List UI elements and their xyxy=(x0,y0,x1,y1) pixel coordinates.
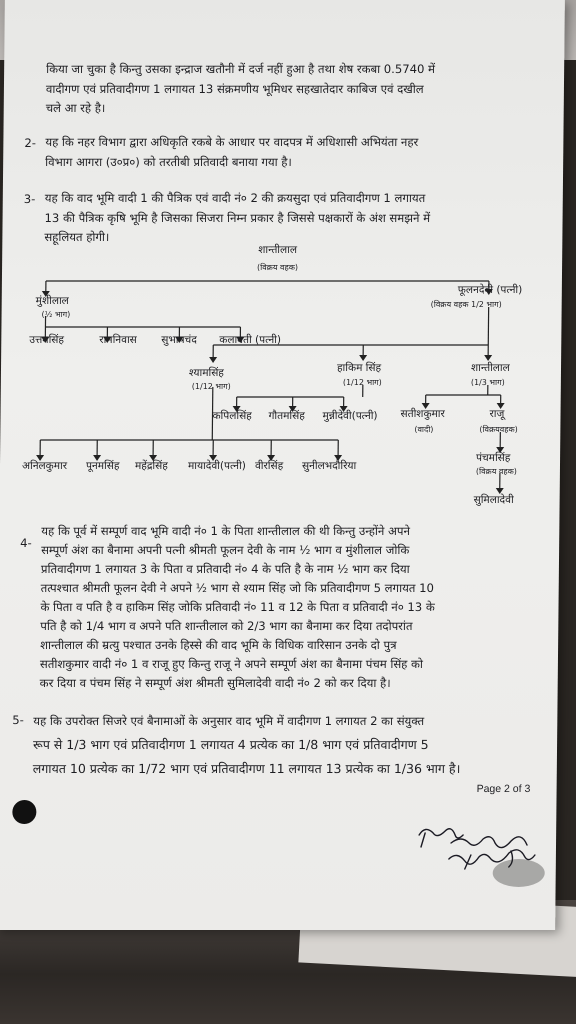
tree-node-child: अनिलकुमार xyxy=(21,460,68,472)
tree-node-pancham: पंचमसिंह xyxy=(476,452,511,464)
tree-node-child: वीरसिंह xyxy=(254,460,284,472)
tree-node-shantilal-son: शान्तीलाल xyxy=(470,362,510,374)
text-line: किया जा चुका है किन्तु उसका इन्द्राज खतौनी में दर्ज नहीं हुआ है तथा शेष रकबा 0.5740 में xyxy=(46,62,436,76)
text-line: शान्तीलाल की म्रत्यु पश्चात उनके हिस्से की वाद भूमि के विधिक वारिसान उनके दो पुत्र xyxy=(40,638,397,652)
tree-node-child: मुन्नीदेवी(पत्नी) xyxy=(322,410,378,422)
tree-node-child: उत्तमसिंह xyxy=(29,334,65,346)
paragraph-number: 3- xyxy=(23,192,36,206)
ink-blot xyxy=(12,800,36,824)
text-line: सहूलियत होगी। xyxy=(44,230,110,244)
tree-node-child: सुभाषचंद xyxy=(161,334,197,346)
text-line: के पिता व पति है व हाकिम सिंह जोकि प्रतिवादी नं० 11 व 12 के पिता व प्रतिवादी नं० 13 के xyxy=(40,600,435,614)
page-number: Page 2 of 3 xyxy=(476,783,531,795)
tree-node-phulandevi: फूलनदेवी (पत्नी) xyxy=(457,284,523,296)
tree-node-child: पूनमसिंह xyxy=(85,460,120,472)
text-line: सतीशकुमार वादी नं० 1 व राजू हुए किन्तु राजू ने अपने सम्पूर्ण अंश का बैनामा पंचम सिंह को xyxy=(39,657,424,671)
text-line: 13 की पैत्रिक कृषि भूमि है जिसका सिजरा निम्न प्रकार है जिससे पक्षकारों के अंश समझने में xyxy=(44,210,431,225)
tree-node-hakimsingh-note: (1/12 भाग) xyxy=(342,378,382,387)
text-line: यह कि नहर विभाग द्वारा अधिकृति रकबे के आधार पर वादपत्र में अधिशासी अभियंता नहर xyxy=(45,135,419,149)
tree-node-root: शान्तीलाल xyxy=(258,244,298,256)
tree-node-child: गौतमसिंह xyxy=(268,410,305,422)
tree-node-child: महेंद्रसिंह xyxy=(134,460,168,472)
tree-node-munshilal: मुंशीलाल xyxy=(35,295,69,307)
tree-node-root-note: (विक्रय वहक) xyxy=(257,263,299,272)
text-line: तत्पश्चात श्रीमती फूलन देवी ने अपने ½ भाग से श्याम सिंह जो कि प्रतिवादीगण 5 लगायत 10 xyxy=(40,581,434,595)
text-line: लगायत 10 प्रत्येक का 1/72 भाग एवं प्रतिवादीगण 11 लगायत 13 प्रत्येक का 1/36 भाग है। xyxy=(32,761,461,776)
text-line: चले आ रहे है। xyxy=(45,101,106,115)
text-line: रूप से 1/3 भाग एवं प्रतिवादीगण 1 लगायत 4 प्रत्येक का 1/8 भाग एवं प्रतिवादीगण 5 xyxy=(32,737,429,752)
text-line: यह कि उपरोक्त सिजरे एवं बैनामाओं के अनुसार वाद भूमि में वादीगण 1 लगायत 2 का संयुक्त xyxy=(33,714,425,728)
tree-node-raju-note: (विक्रयवहक) xyxy=(479,425,518,434)
text-line: यह कि वाद भूमि वादी 1 की पैत्रिक एवं वादी नं० 2 की क्रयसुदा एवं प्रतिवादीगण 1 लगायत xyxy=(44,191,426,205)
text-line: सम्पूर्ण अंश का बैनामा अपनी पत्नी श्रीमती फूलन देवी के नाम ½ भाग व मुंशीलाल जोकि xyxy=(41,543,410,557)
paragraph-number: 5- xyxy=(12,713,24,727)
tree-node-child: कपिलसिंह xyxy=(212,410,252,422)
text-line: यह कि पूर्व में सम्पूर्ण वाद भूमि वादी नं० 1 के पिता शान्तीलाल की थी किन्तु उन्होंने अपने xyxy=(41,524,411,538)
tree-node-child: मायादेवी(पत्नी) xyxy=(187,460,246,472)
tree-node-child: रामनिवास xyxy=(99,334,137,346)
tree-node-child: सुनीलभदौरिया xyxy=(301,460,357,472)
tree-node-shyamsingh: श्यामसिंह xyxy=(188,367,224,379)
text-line: पति है को 1/4 भाग व अपने पति शान्तीलाल को 2/3 भाग का बैनामा कर दिया तदोपरांत xyxy=(40,619,413,633)
tree-node-phulandevi-note: (विक्रय वहक 1/2 भाग) xyxy=(430,300,502,309)
family-tree-lines xyxy=(0,0,565,520)
paragraph-number: 2- xyxy=(24,136,37,150)
paragraph-number: 4- xyxy=(20,536,32,550)
text-line: कर दिया व पंचम सिंह ने सम्पूर्ण अंश श्रीमती सुमिलादेवी वादी नं० 2 को कर दिया है। xyxy=(39,676,391,690)
text-line: प्रतिवादीगण 1 लगायत 3 के पिता व प्रतिवादी नं० 4 के पति है के नाम ½ भाग कर दिया xyxy=(40,562,410,576)
tree-node-munshilal-note: (½ भाग) xyxy=(41,310,71,319)
tree-node-hakimsingh: हाकिम सिंह xyxy=(336,362,382,374)
tree-node-raju: राजू xyxy=(489,408,505,420)
tree-node-sumila: सुमिलादेवी xyxy=(473,494,514,506)
tree-node-shyamsingh-note: (1/12 भाग) xyxy=(191,382,231,391)
paragraph-4 xyxy=(40,522,516,693)
tree-node-child: कलावती (पत्नी) xyxy=(219,334,282,346)
signature xyxy=(410,815,551,895)
tree-node-shantilal-son-note: (1/3 भाग) xyxy=(470,378,505,387)
paragraph-5 xyxy=(33,709,518,781)
tree-node-pancham-note: (विक्रय वहक) xyxy=(475,467,517,476)
tree-node-satish: सतीशकुमार xyxy=(400,408,445,420)
text-line: वादीगण एवं प्रतिवादीगण 1 लगायत 13 संक्रमणीय भूमिधर सहखातेदार काबिज एवं दखील xyxy=(45,81,424,96)
text-line: विभाग आगरा (उ०प्र०) को तरतीबी प्रतिवादी बनाया गया है। xyxy=(45,154,292,169)
tree-node-satish-note: (वादी) xyxy=(414,425,434,434)
